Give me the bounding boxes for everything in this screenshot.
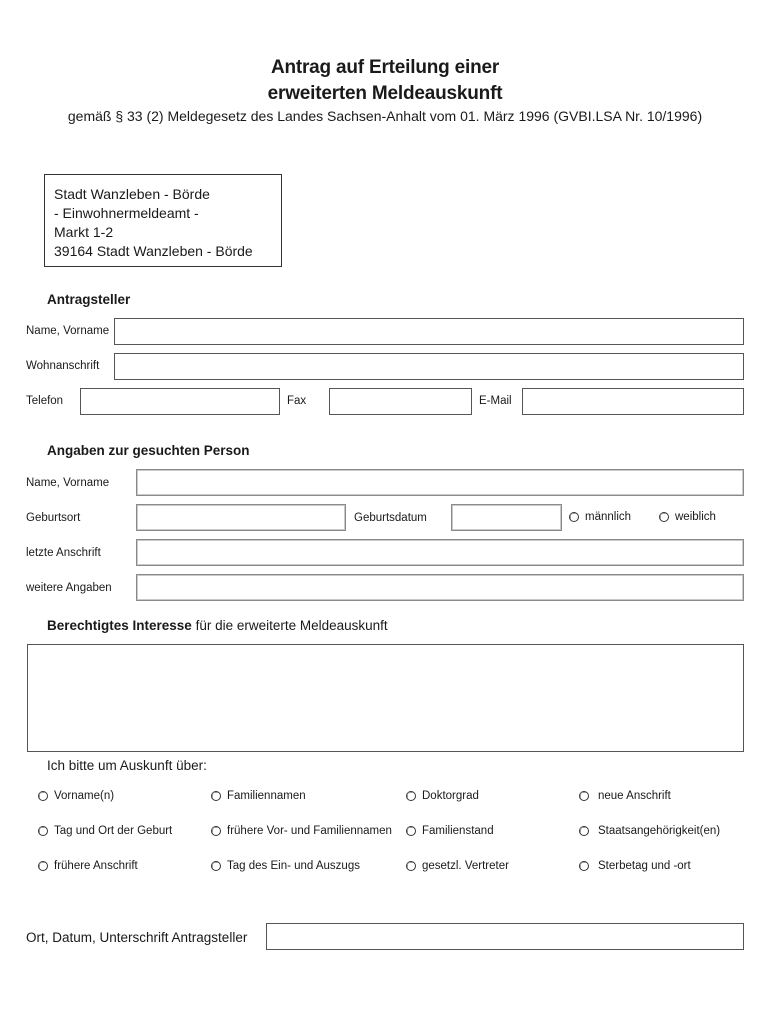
gender-male-option[interactable] <box>569 510 631 526</box>
address-line: Stadt Wanzleben - Börde <box>54 186 210 202</box>
applicant-address-label: Wohnanschrift <box>26 360 100 372</box>
address-line: 39164 Stadt Wanzleben - Börde <box>54 243 253 259</box>
applicant-phone-label: Telefon <box>26 395 64 407</box>
person-birthdate-label: Geburtsdatum <box>354 512 427 524</box>
option-label: neue Anschrift <box>598 790 671 802</box>
applicant-address-field[interactable] <box>114 353 744 380</box>
option-label: Doktorgrad <box>422 790 479 802</box>
option-tag-ort-geburt[interactable] <box>38 824 172 840</box>
option-neue-anschrift[interactable] <box>579 789 671 805</box>
person-birthplace-field[interactable] <box>136 504 346 531</box>
person-last-address-label: letzte Anschrift <box>26 547 101 559</box>
applicant-fax-field[interactable] <box>329 388 472 415</box>
option-label: frühere Vor- und Familiennamen <box>227 825 392 837</box>
form-title-line2: erweiterten Meldeauskunft <box>267 83 503 104</box>
gender-female-option[interactable] <box>659 510 716 526</box>
person-last-address-field[interactable] <box>136 539 744 566</box>
request-heading: Ich bitte um Auskunft über: <box>47 758 207 773</box>
radio-circle-icon[interactable] <box>659 512 669 522</box>
radio-circle-icon[interactable] <box>38 826 48 836</box>
option-familiennamen[interactable] <box>211 789 306 805</box>
radio-circle-icon[interactable] <box>579 826 589 836</box>
person-more-field[interactable] <box>136 574 744 601</box>
applicant-heading: Antragsteller <box>47 292 131 307</box>
option-fruehere-anschrift[interactable] <box>38 859 138 875</box>
person-birthdate-field[interactable] <box>451 504 562 531</box>
interest-heading <box>47 618 388 633</box>
option-doktorgrad[interactable] <box>406 789 479 805</box>
option-ein-auszug[interactable] <box>211 859 360 875</box>
radio-circle-icon[interactable] <box>406 791 416 801</box>
radio-circle-icon[interactable] <box>211 861 221 871</box>
applicant-name-label: Name, Vorname <box>26 325 110 337</box>
interest-heading-rest: für die erweiterte Meldeauskunft <box>191 618 388 633</box>
option-gesetzl-vertreter[interactable] <box>406 859 509 875</box>
option-label: Tag und Ort der Geburt <box>54 825 173 837</box>
person-name-label: Name, Vorname <box>26 477 110 489</box>
form-subtitle: gemäß § 33 (2) Meldegesetz des Landes Sachsen-Anhalt vom 01. März 1996 (GVBI.LSA Nr. 10/1996) <box>67 108 703 124</box>
radio-circle-icon[interactable] <box>406 861 416 871</box>
person-name-field[interactable] <box>136 469 744 496</box>
person-more-label: weitere Angaben <box>26 582 112 594</box>
option-label: frühere Anschrift <box>54 860 138 872</box>
applicant-email-label: E-Mail <box>479 395 512 407</box>
recipient-address-box <box>44 174 282 267</box>
radio-circle-icon[interactable] <box>211 826 221 836</box>
option-label: gesetzl. Vertreter <box>422 860 509 872</box>
option-label: Sterbetag und -ort <box>598 860 691 872</box>
form-title-line1: Antrag auf Erteilung einer <box>270 57 500 78</box>
radio-circle-icon[interactable] <box>569 512 579 522</box>
radio-circle-icon[interactable] <box>211 791 221 801</box>
interest-textarea[interactable] <box>27 644 744 752</box>
gender-male-label: männlich <box>585 511 632 523</box>
address-line: Markt 1-2 <box>54 224 114 240</box>
applicant-phone-field[interactable] <box>80 388 280 415</box>
radio-circle-icon[interactable] <box>579 791 589 801</box>
interest-heading-bold: Berechtigtes Interesse <box>47 618 192 633</box>
radio-circle-icon[interactable] <box>38 861 48 871</box>
applicant-email-field[interactable] <box>522 388 744 415</box>
person-heading: Angaben zur gesuchten Person <box>47 443 250 458</box>
signature-field[interactable] <box>266 923 744 950</box>
option-label: Staatsangehörigkeit(en) <box>598 825 721 837</box>
option-label: Vorname(n) <box>54 790 115 802</box>
option-vornamen[interactable] <box>38 789 114 805</box>
radio-circle-icon[interactable] <box>406 826 416 836</box>
option-familienstand[interactable] <box>406 824 494 840</box>
applicant-name-field[interactable] <box>114 318 744 345</box>
person-birthplace-label: Geburtsort <box>26 512 81 524</box>
applicant-fax-label: Fax <box>287 395 307 407</box>
signature-label: Ort, Datum, Unterschrift Antragsteller <box>26 930 248 945</box>
option-sterbetag[interactable] <box>579 859 691 875</box>
option-label: Familiennamen <box>227 790 306 802</box>
gender-female-label: weiblich <box>675 511 716 523</box>
option-staatsangehoerigkeit[interactable] <box>579 824 720 840</box>
radio-circle-icon[interactable] <box>38 791 48 801</box>
radio-circle-icon[interactable] <box>579 861 589 871</box>
option-label: Tag des Ein- und Auszugs <box>227 860 360 872</box>
address-line: - Einwohnermeldeamt - <box>54 205 199 221</box>
option-label: Familienstand <box>422 825 494 837</box>
option-fruehere-namen[interactable] <box>211 824 392 840</box>
